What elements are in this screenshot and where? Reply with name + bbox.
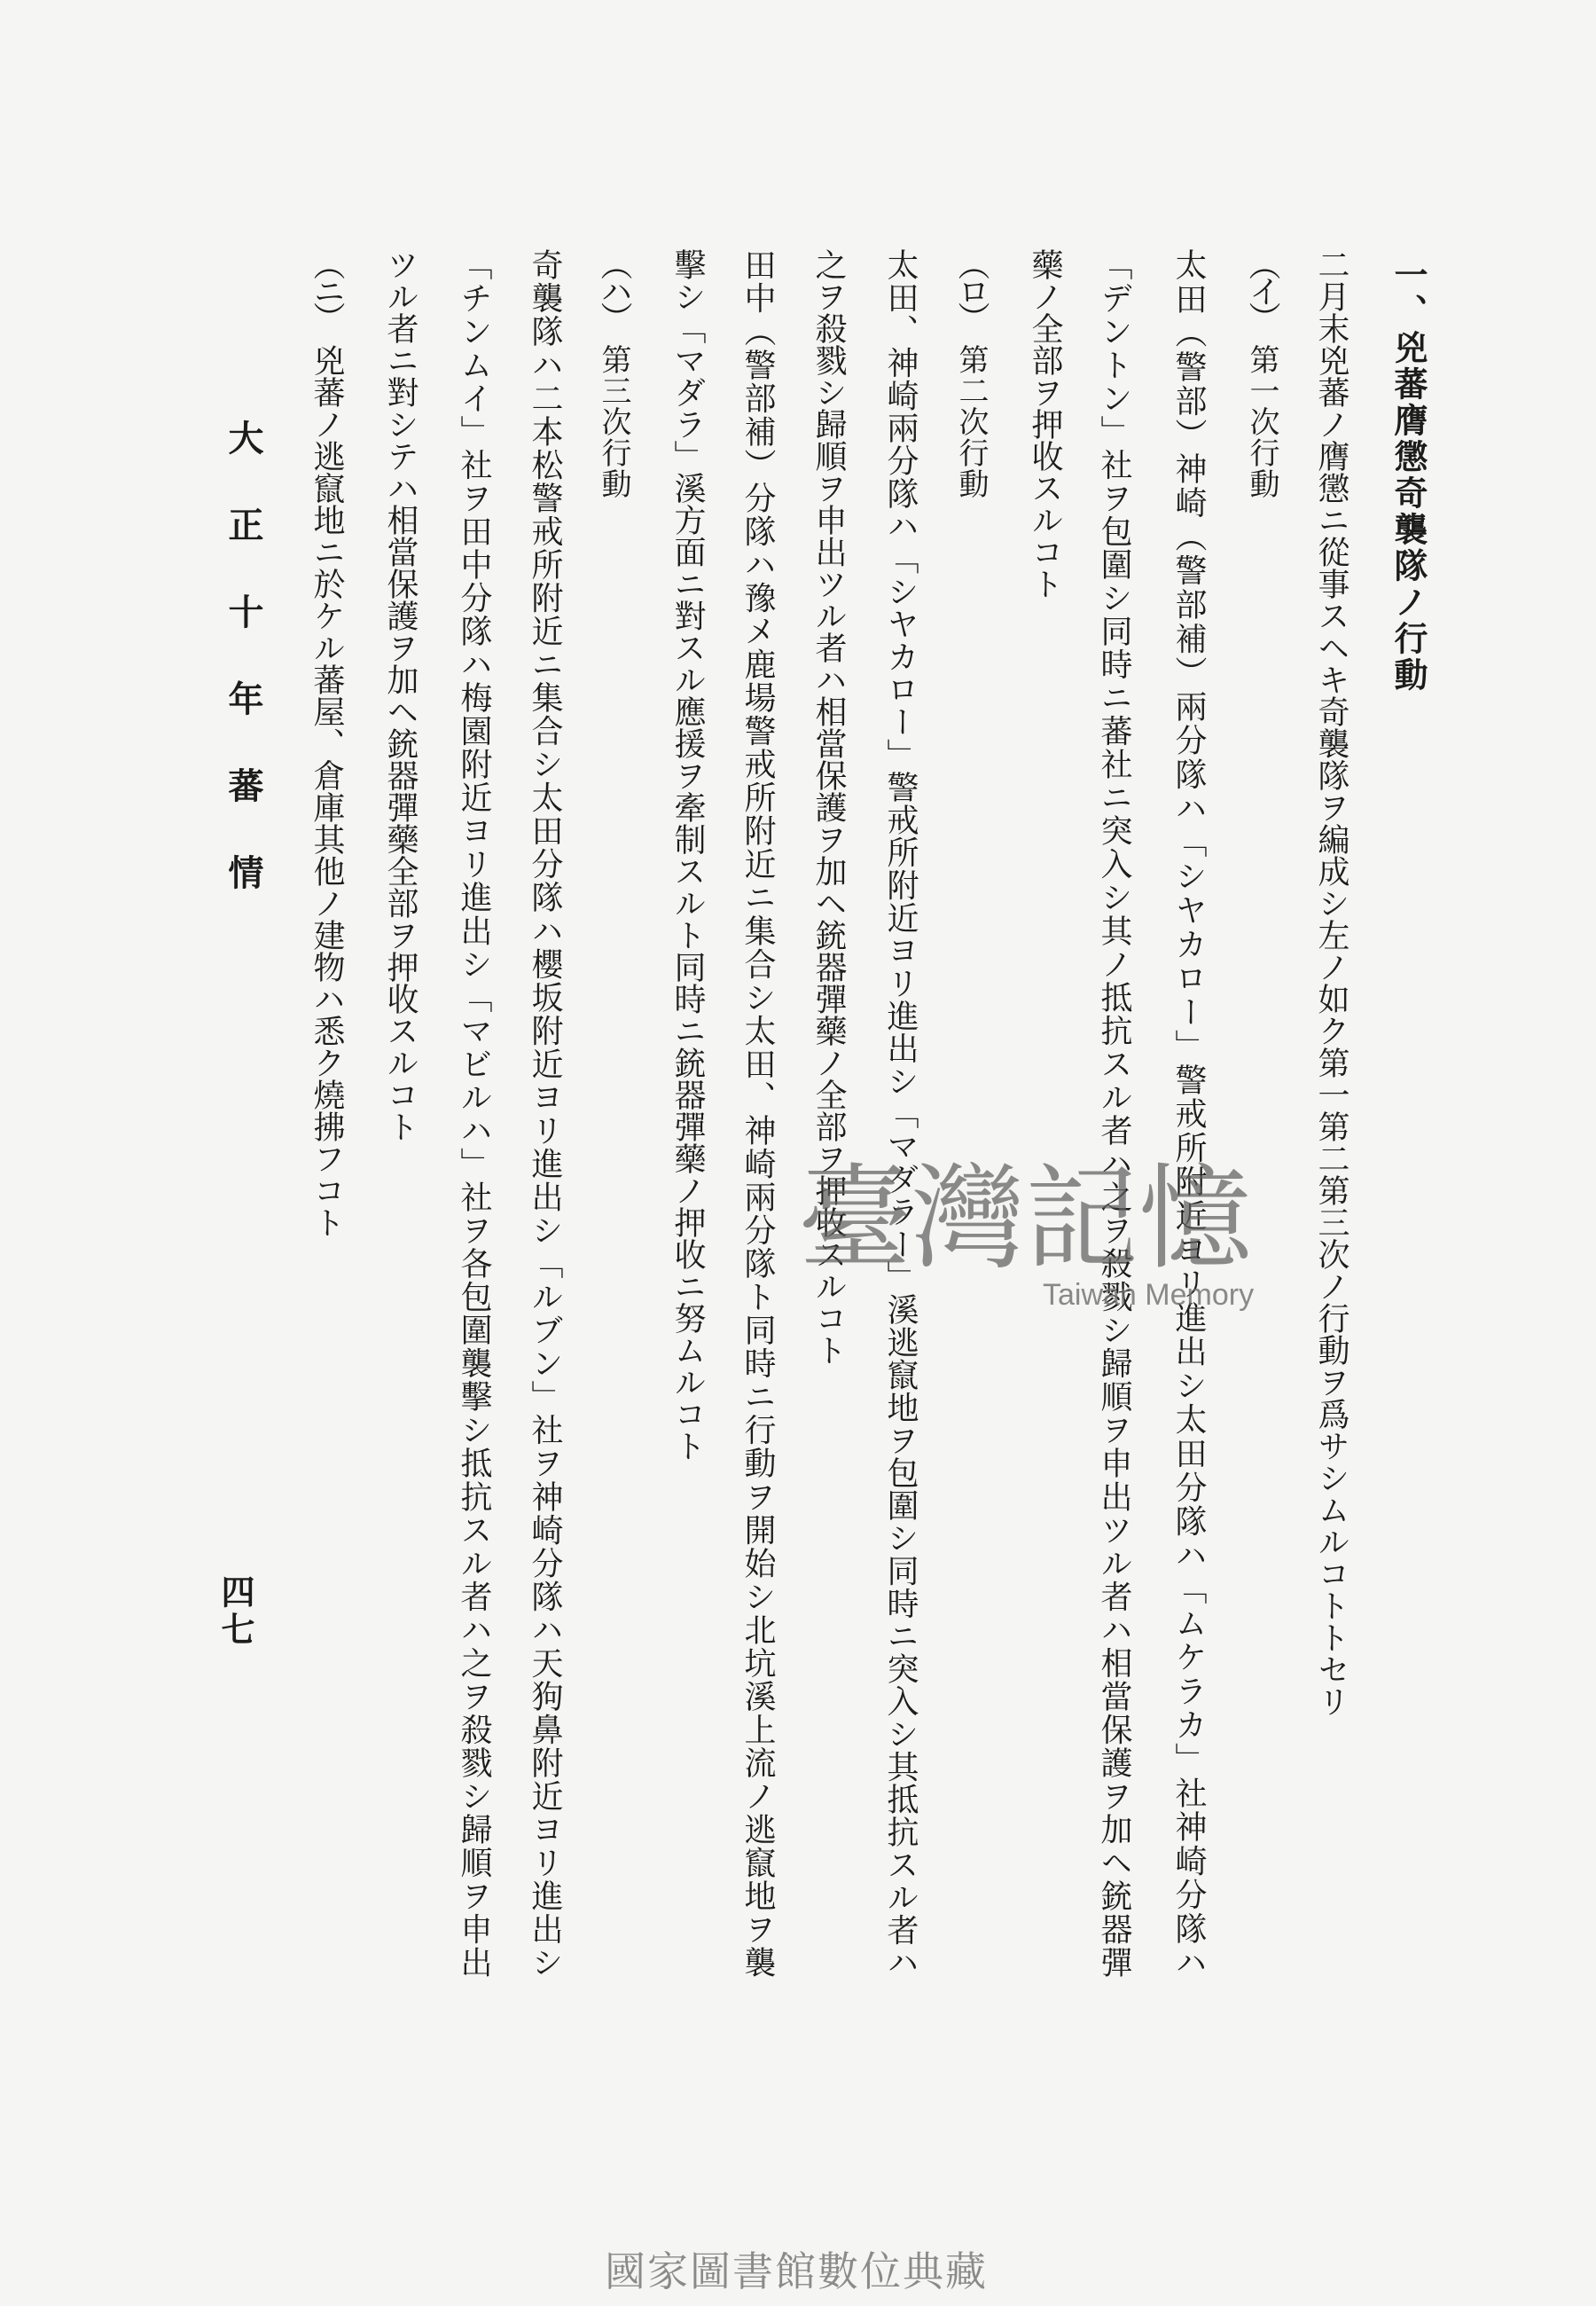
- body-text: 兇蕃ノ逃竄地ニ於ケル蕃屋、倉庫其他ノ建物ハ悉ク燒拂フコト: [309, 344, 345, 1238]
- body-line: 「チンムイ」社ヲ田中分隊ハ梅園附近ヨリ進出シ「マビルハ」社ヲ各包圍襲擊シ抵抗スル者ハ之ヲ殺戮シ歸順ヲ申出: [456, 248, 492, 1979]
- intro-line: 二月末兇蕃ノ膺懲ニ從事スヘキ奇襲隊ヲ編成シ左ノ如ク第一第二第三次ノ行動ヲ爲サシムルコトトセリ: [1313, 248, 1350, 1717]
- body-line: 田中（警部補）分隊ハ豫メ鹿場警戒所附近ニ集合シ太田、神崎兩分隊ト同時ニ行動ヲ開始シ北坑溪上流ノ逃竄地ヲ襲: [739, 248, 776, 1979]
- subsection-label: （ハ）: [596, 248, 632, 328]
- subsection-label: （ロ）: [953, 248, 990, 328]
- subsection-title: 第三次行動: [596, 344, 631, 499]
- body-line: 擊シ「マダラ」溪方面ニ對スル應援ヲ牽制スルト同時ニ銃器彈藥ノ押收ニ努ムルコト: [669, 248, 706, 1462]
- body-line: 太田（警部）神崎（警部補）兩分隊ハ「シヤカロー」警戒所附近ヨリ進出シ太田分隊ハ「ムケラカ」社神崎分隊ハ: [1170, 248, 1207, 1978]
- page-number: 四七: [215, 1574, 255, 1649]
- body-line: 之ヲ殺戮シ歸順ヲ申出ツル者ハ相當保護ヲ加ヘ銃器彈藥ノ全部ヲ押收スルコト: [810, 248, 847, 1366]
- body-line: 太田、神崎兩分隊ハ「シヤカロー」警戒所附近ヨリ進出シ「マダラー」溪逃竄地ヲ包圍シ同時ニ突入シ其抵抗スル者ハ: [882, 248, 919, 1979]
- body-line: ツル者ニ對シテハ相當保護ヲ加ヘ銃器彈藥全部ヲ押收スルコト: [382, 248, 419, 1142]
- body-line: 藥ノ全部ヲ押收スルコト: [1027, 248, 1063, 600]
- footer-credit: 國家圖書館數位典藏: [605, 2247, 988, 2295]
- body-line: 奇襲隊ハ二本松警戒所附近ニ集合シ太田分隊ハ櫻坂附近ヨリ進出シ「ルブン」社ヲ神崎分隊ハ天狗鼻附近ヨリ進出シ: [527, 248, 563, 1978]
- subsection-title: 第二次行動: [953, 344, 989, 499]
- subsection-item-4: [307, 248, 346, 1238]
- subsection-label: （ニ）: [309, 248, 345, 328]
- running-head: 大正十年蕃情: [223, 420, 264, 941]
- section-heading: 一、兇蕃膺懲奇襲隊ノ行動: [1389, 257, 1428, 694]
- watermark-logo: 臺灣記憶: [798, 1153, 1253, 1285]
- subsection-heading-2: [951, 248, 990, 499]
- subsection-title: 第一次行動: [1244, 344, 1279, 499]
- body-line: 「デントン」社ヲ包圍シ同時ニ蕃社ニ突入シ其ノ抵抗スル者ハ之ヲ殺戮シ歸順ヲ申出ツル者ハ相當保護ヲ加ヘ銃器彈: [1096, 248, 1132, 1979]
- subsection-heading-3: [594, 248, 633, 499]
- watermark-subtitle: Taiwan Memory: [1043, 1278, 1255, 1312]
- subsection-heading-1: [1242, 248, 1281, 499]
- subsection-label: （イ）: [1244, 248, 1280, 328]
